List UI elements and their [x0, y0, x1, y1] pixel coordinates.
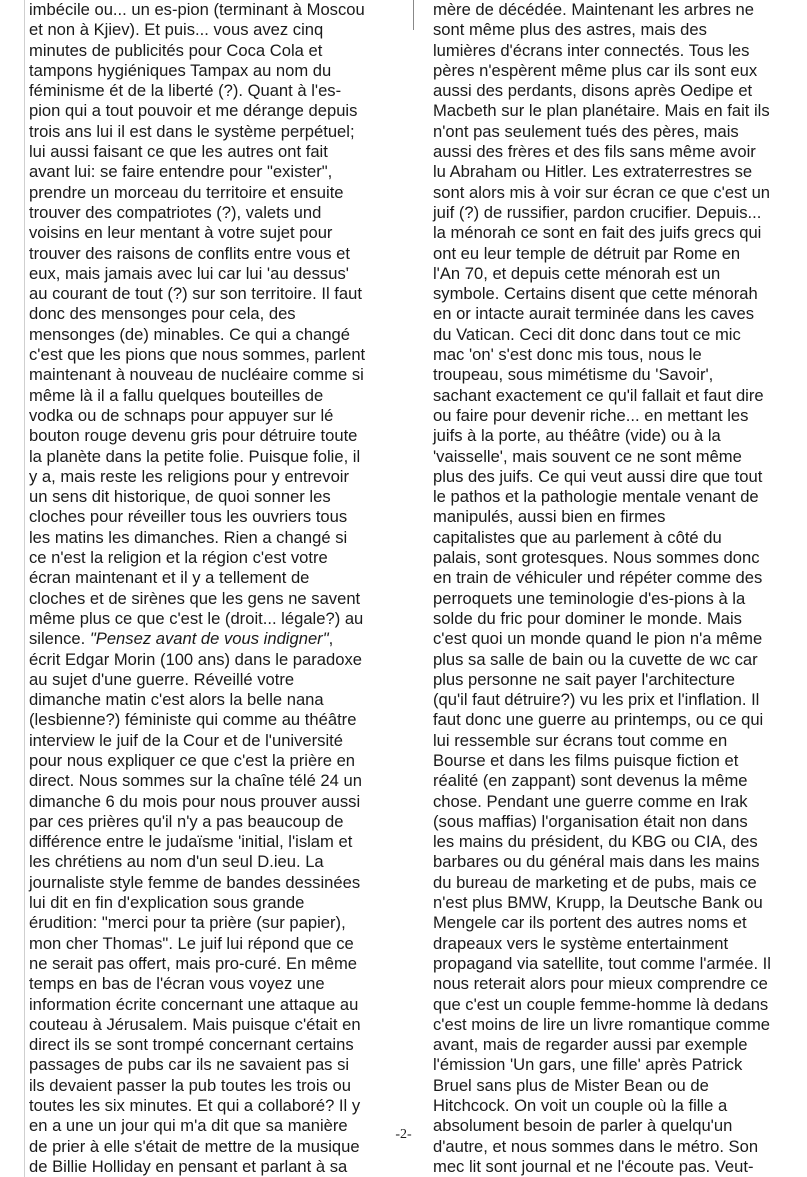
text-line: c'est que les pions que nous sommes, parlent	[29, 345, 366, 365]
text-line: tampons hygiéniques Tampax au nom du	[29, 60, 332, 80]
text-line: journaliste style femme de bandes dessinées	[29, 872, 361, 892]
text-line: cloches pour réveiller tous les ouvriers tous	[29, 507, 348, 527]
text-line: dimanche matin c'est alors la belle nana	[29, 690, 324, 710]
text-line: manipulés, aussi bien en firmes	[433, 507, 666, 527]
text-line: lui dit en fin d'explication sous grande	[29, 893, 305, 913]
text-line: avant lui: se faire entendre pour "exister",	[29, 162, 333, 182]
text-line: passages de pubs car ils ne savaient pas si	[29, 1055, 350, 1075]
text-line: écran maintenant et il y a tellement de	[29, 568, 310, 588]
text-line: vodka ou de schnaps pour appuyer sur lé	[29, 405, 334, 425]
text-line: ont eu leur temple de détruit par Rome en	[433, 243, 741, 263]
text-line: trouver des compatriotes (?), valets und	[29, 202, 322, 222]
text-line: au sujet d'une guerre. Réveillé votre	[29, 669, 295, 689]
text-line: du bureau de marketing et de pubs, mais ce	[433, 872, 757, 892]
text-line: juif (?) de russifier, pardon crucifier. Depuis...	[433, 202, 762, 222]
text-line: pour nous expliquer ce que c'est la prière en	[29, 750, 356, 770]
text-line: solde du fric pour dominer le monde. Mais	[433, 608, 742, 628]
text-line: faut donc une guerre au printemps, ou ce qui	[433, 710, 764, 730]
text-line: pion qui a tout pouvoir et me dérange depuis	[29, 101, 358, 121]
text-line: symbole. Certains disent que cette ménorah	[433, 284, 758, 304]
text-line: mac 'on' s'est donc mis tous, nous le	[433, 345, 702, 365]
text-line: du Vatican. Ceci dit donc dans tout ce mic	[433, 324, 741, 344]
text-line: ou faire pour devenir riche... en mettant les	[433, 405, 749, 425]
text-line: en or intacte aurait terminée dans les caves	[433, 304, 754, 324]
text-line: c'est quoi un monde quand le pion n'a même	[433, 629, 763, 649]
page-number: -2-	[395, 1127, 412, 1142]
text-line: voisins en leur mentant à votre sujet pour	[29, 223, 333, 243]
text-line: (qu'il faut détruire?) vu les prix et l'inflation. Il	[433, 690, 760, 710]
text-line: sont même plus des astres, mais des	[433, 20, 707, 40]
text-line: direct ils se sont trompé concernant certains	[29, 1035, 354, 1055]
text-line: information écrite concernant une attaque au	[29, 994, 359, 1014]
text-line: les chrétiens au nom d'un seul D.ieu. La	[29, 852, 324, 872]
text-line: Mengele car ils portent des autres noms et	[433, 913, 747, 933]
text-line: ce n'est la religion et la région c'est votre	[29, 548, 328, 568]
left-column	[24, 0, 411, 1177]
text-line: minutes de publicités pour Coca Cola et	[29, 40, 323, 60]
text-line: différence entre le judaïsme 'initial, l'islam et	[29, 832, 353, 852]
text-line: aussi des perdants, disons après Oedipe et	[433, 81, 753, 101]
text-line: lui aussi faisant ce que les autres ont fait	[29, 142, 328, 162]
text-line: lumières d'écrans inter connectés. Tous les	[433, 40, 750, 60]
text-line: en a une un jour qui m'a dit que sa manière	[29, 1116, 348, 1136]
text-line: de prier à elle s'était de mettre de la musique	[29, 1136, 360, 1156]
text-line: par ces prières qu'il n'y a pas beaucoup de	[29, 811, 344, 831]
text-line: 'vaisselle', mais souvent ce ne sont même	[433, 446, 742, 466]
text-line: absolument besoin de parler à quelqu'un	[433, 1116, 733, 1136]
text-line: trouver des raisons de conflits entre vous et	[29, 243, 350, 263]
text-line: lu Abraham ou Hitler. Les extraterrestres se	[433, 162, 753, 182]
text-line: imbécile ou... un es-pion (terminant à Moscou	[29, 0, 365, 19]
text-line: d'autre, et nous sommes dans le métro. Son	[433, 1136, 759, 1156]
column-divider	[413, 0, 414, 30]
text-line: au courant de tout (?) sur son territoire. Il faut	[29, 284, 362, 304]
text-line: Bruel sans plus de Mister Bean ou de	[433, 1075, 709, 1095]
text-line: réalité (en zappant) sont devenus la même	[433, 771, 748, 791]
text-line: palais, sont grotesques. Nous sommes donc	[433, 548, 760, 568]
text-line: érudition: "merci pour ta prière (sur papier),	[29, 913, 346, 933]
text-line: eux, mais jamais avec lui car lui 'au dessus'	[29, 263, 349, 283]
text-line: le pathos et la pathologie mentale venant de	[433, 487, 759, 507]
text-line: (sous maffias) l'organisation était non dans	[433, 811, 748, 831]
text-line: les mains du président, du KBG ou CIA, des	[433, 832, 758, 852]
text-line: (lesbienne?) féministe qui comme au théâtre	[29, 710, 357, 730]
text-line: écrit Edgar Morin (100 ans) dans le paradoxe	[29, 649, 362, 669]
text-line: troupeau, sous mimétisme du 'Savoir',	[433, 365, 714, 385]
text-line: que c'est un couple femme-homme là dedans	[433, 994, 769, 1014]
text-line: dimanche 6 du mois pour nous prouver aussi	[29, 791, 361, 811]
text-line: direct. Nous sommes sur la chaîne télé 24 un	[29, 771, 362, 791]
text-line: nous reterait alors pour mieux comprendre ce	[433, 974, 768, 994]
text-line: l'An 70, et depuis cette ménorah est un	[433, 263, 721, 283]
text-line: même là il a fallu quelques bouteilles de	[29, 385, 324, 405]
text-line: silence. "Pensez avant de vous indigner",	[29, 629, 334, 649]
text-line: plus personne ne sait payer l'architecture	[433, 669, 736, 689]
text-line: aussi des frères et des fils sans même avoir	[433, 142, 756, 162]
text-line: lui ressemble sur écrans tout comme en	[433, 730, 728, 750]
text-line: la ménorah ce sont en fait des juifs grecs qui	[433, 223, 762, 243]
right-column	[433, 0, 793, 1177]
text-line: en train de véhiculer und répéter comme des	[433, 568, 763, 588]
text-line: et non à Kjiev). Et puis... vous avez cinq	[29, 20, 324, 40]
text-line: donc des mensonges pour cela, des	[29, 304, 296, 324]
text-line: drapeaux vers le système entertainment	[433, 933, 729, 953]
text-line: prendre un morceau du territoire et ensuite	[29, 182, 344, 202]
text-line: propagand via satellite, tout comme l'armée. Il	[433, 953, 771, 973]
text-line: les matins les dimanches. Rien a changé si	[29, 527, 348, 547]
text-line: Bourse et dans les films puisque fiction et	[433, 750, 739, 770]
text-line: sont alors mis à voir sur écran ce que c'est un	[433, 182, 771, 202]
text-line: Macbeth sur le plan planétaire. Mais en fait ils	[433, 101, 770, 121]
text-line: trois ans lui il est dans le système perpétuel;	[29, 121, 355, 141]
text-line: Hitchcock. On voit un couple où la fille a	[433, 1096, 728, 1116]
text-line: bouton rouge devenu gris pour détruire toute	[29, 426, 358, 446]
text-line: ne serait pas offert, mais pro-curé. En même	[29, 953, 358, 973]
text-line: l'émission 'Un gars, une fille' après Patrick	[433, 1055, 743, 1075]
text-line: mec lit sont journal et ne l'écoute pas. Veut-	[433, 1156, 754, 1176]
text-line: pères n'espèrent même plus car ils sont eux	[433, 60, 758, 80]
text-line: toutes les six minutes. Et qui a collaboré? Il y	[29, 1096, 361, 1116]
text-line: maintenant à nouveau de nucléaire comme si	[29, 365, 364, 385]
text-line: mon cher Thomas". Le juif lui répond que ce	[29, 933, 354, 953]
text-line: sachant exactement ce qu'il fallait et faut dire	[433, 385, 764, 405]
text-line: n'est plus BMW, Krupp, la Deutsche Bank ou	[433, 893, 763, 913]
text-line: perroquets une teminologie d'es-pions à la	[433, 588, 746, 608]
text-line: y a, mais reste les religions pour y entrevoir	[29, 466, 350, 486]
text-line: un sens dit historique, de quoi sonner les	[29, 487, 331, 507]
text-line: mère de décédée. Maintenant les arbres ne	[433, 0, 755, 19]
text-line: barbares ou du général mais dans les mains	[433, 852, 760, 872]
text-line: interview le juif de la Cour et de l'université	[29, 730, 343, 750]
text-line: chose. Pendant une guerre comme en Irak	[433, 791, 748, 811]
text-line: plus des juifs. Ce qui veut aussi dire que tout	[433, 466, 763, 486]
text-line: même plus ce que c'est le (droit... légale?) au	[29, 608, 364, 628]
quoted-title: "Pensez avant de vous indigner"	[89, 629, 329, 649]
text-line: cloches et de sirènes que les gens ne savent	[29, 588, 361, 608]
text-line: avant, mais de regarder aussi par exemple	[433, 1035, 748, 1055]
text-line: la planète dans la petite folie. Puisque folie, il	[29, 446, 361, 466]
text-line: couteau à Jérusalem. Mais puisque c'était en	[29, 1014, 361, 1034]
text-line: plus sa salle de bain ou la cuvette de wc car	[433, 649, 758, 669]
text-line: mensonges (de) minables. Ce qui a changé	[29, 324, 351, 344]
text-line: de Billie Holliday en pensant et parlant à sa	[29, 1156, 348, 1176]
text-line: capitalistes que au parlement à côté du	[433, 527, 722, 547]
text-line: c'est moins de lire un livre romantique comme	[433, 1014, 771, 1034]
text-line: ils devaient passer la pub toutes les trois ou	[29, 1075, 351, 1095]
text-line: temps en bas de l'écran vous voyez une	[29, 974, 325, 994]
text-line: juifs à la porte, au théâtre (vide) ou à la	[433, 426, 721, 446]
text-line: n'ont pas seulement tués des pères, mais	[433, 121, 739, 141]
text-line: féminisme ét de la liberté (?). Quant à l'es-	[29, 81, 342, 101]
